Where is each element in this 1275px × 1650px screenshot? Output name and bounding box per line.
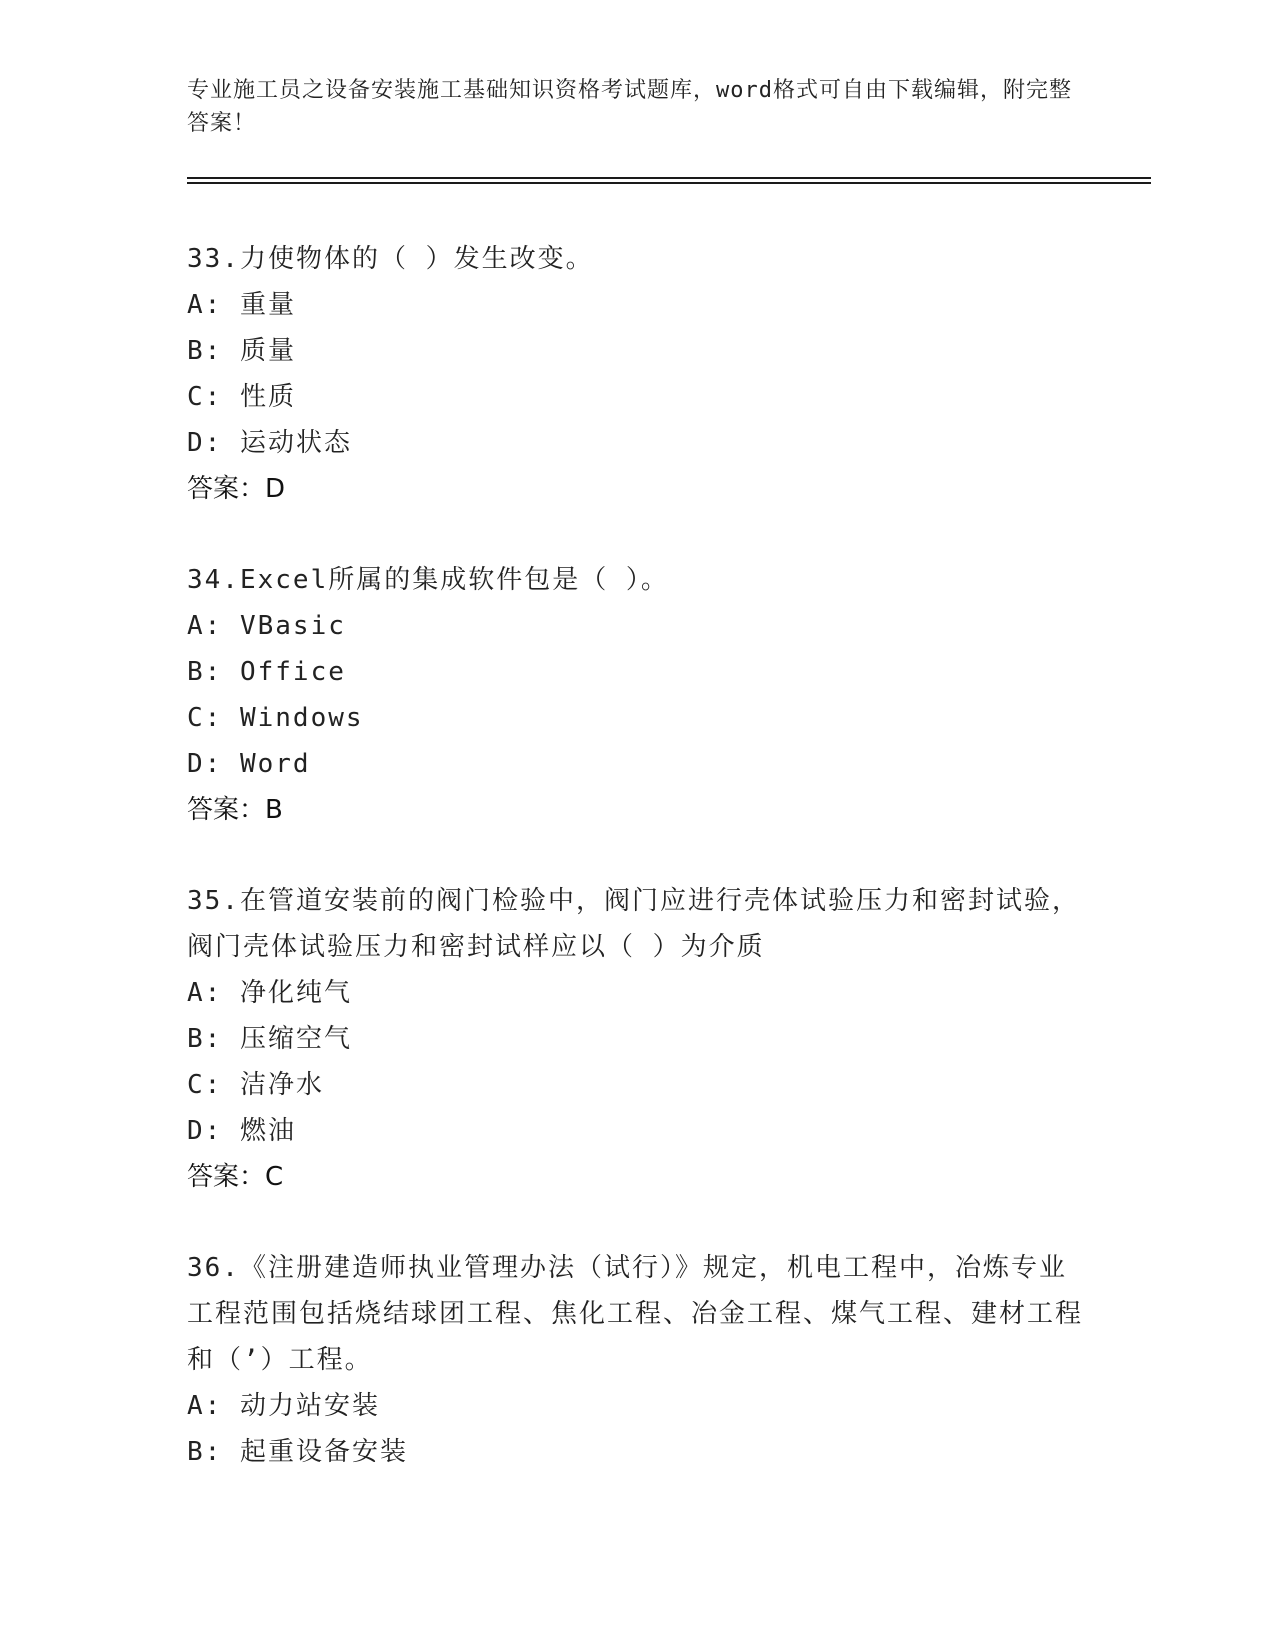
- option-b: B: Office: [187, 657, 346, 687]
- question-36: [187, 1245, 1087, 1475]
- question-stem: 33.力使物体的（ ）发生改变。: [187, 244, 594, 274]
- question-33: [187, 236, 1087, 512]
- option-c: C: 性质: [187, 382, 296, 412]
- answer-line: 答案：B: [187, 795, 283, 825]
- question-list: [187, 236, 1087, 1520]
- question-stem: 34.Excel所属的集成软件包是（ ）。: [187, 565, 669, 595]
- option-b: B: 压缩空气: [187, 1024, 352, 1054]
- option-b: B: 起重设备安装: [187, 1437, 408, 1467]
- option-b: B: 质量: [187, 336, 296, 366]
- option-a: A: VBasic: [187, 611, 346, 641]
- option-c: C: Windows: [187, 703, 364, 733]
- question-stem: 35.在管道安装前的阀门检验中，阀门应进行壳体试验压力和密封试验，阀门壳体试验压力和密封试样应以（ ）为介质: [187, 886, 1080, 962]
- header-divider-top: [187, 177, 1151, 179]
- answer-line: 答案：D: [187, 474, 286, 504]
- option-d: D: Word: [187, 749, 311, 779]
- answer-line: 答案：C: [187, 1162, 284, 1192]
- header-divider-bottom: [187, 182, 1151, 184]
- option-d: D: 燃油: [187, 1116, 296, 1146]
- option-a: A: 动力站安装: [187, 1391, 380, 1421]
- question-35: [187, 878, 1087, 1200]
- question-stem: 36.《注册建造师执业管理办法（试行）》规定，机电工程中，冶炼专业工程范围包括烧结球团工程、焦化工程、冶金工程、煤气工程、建材工程和（’）工程。: [187, 1253, 1084, 1375]
- option-c: C: 洁净水: [187, 1070, 324, 1100]
- question-34: [187, 557, 1087, 833]
- option-d: D: 运动状态: [187, 428, 352, 458]
- option-a: A: 净化纯气: [187, 978, 352, 1008]
- document-header: 专业施工员之设备安装施工基础知识资格考试题库，word格式可自由下载编辑，附完整答案！: [187, 78, 1072, 136]
- option-a: A: 重量: [187, 290, 296, 320]
